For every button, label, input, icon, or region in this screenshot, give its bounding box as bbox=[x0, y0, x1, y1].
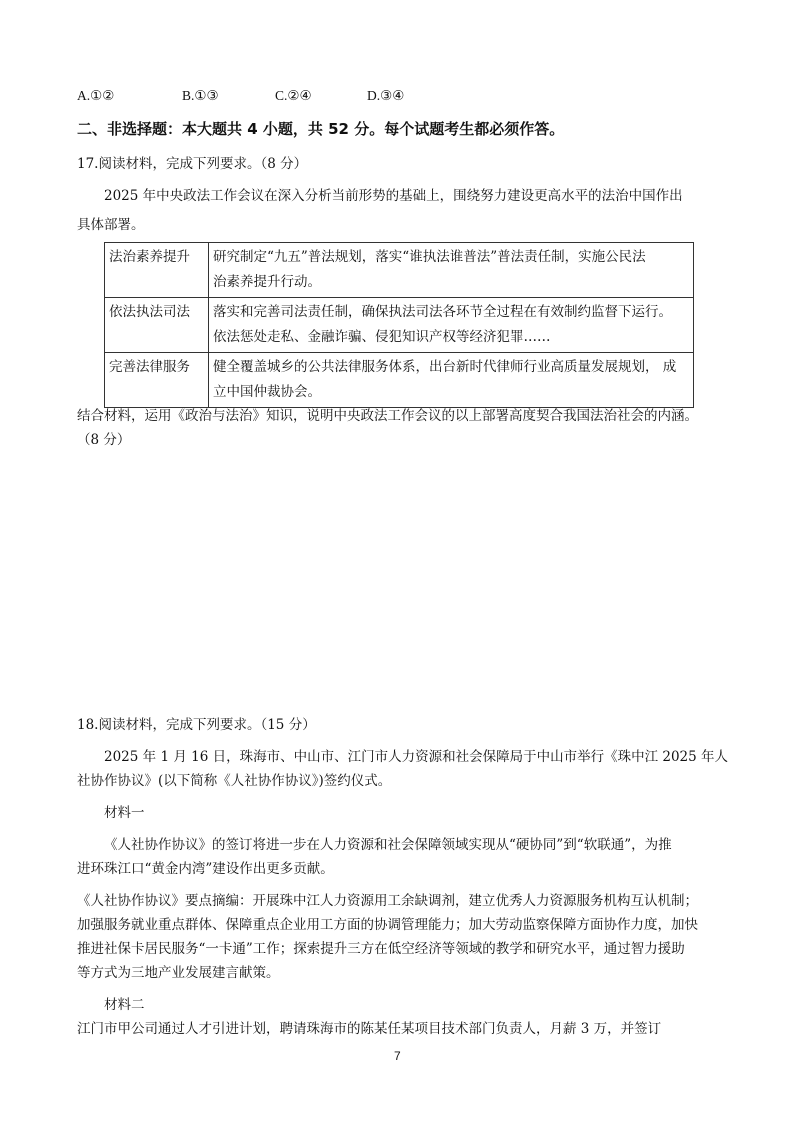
material1-label: 材料一 bbox=[104, 805, 145, 821]
option-b: B.①③ bbox=[182, 88, 219, 103]
q17-question-line2: （8 分） bbox=[77, 432, 131, 448]
q18-intro-line2: 社协作协议》(以下简称《人社协作协议》)签约仪式。 bbox=[77, 773, 392, 789]
table-key: 法治素养提升 bbox=[105, 243, 209, 298]
table-key: 完善法律服务 bbox=[105, 353, 209, 408]
material1-p2-line4: 等方式为三地产业发展建言献策。 bbox=[77, 965, 280, 981]
table-value-line: 依法惩处走私、金融诈骗、侵犯知识产权等经济犯罪…… bbox=[213, 329, 551, 345]
table-value-line: 治素养提升行动。 bbox=[213, 274, 321, 290]
table-row bbox=[105, 353, 694, 408]
material1-p2-line3: 推进社保卡居民服务“一卡通”工作；探索提升三方在低空经济等领域的教学和研究水平，通过智力援助 bbox=[77, 941, 685, 957]
page-number: 7 bbox=[394, 1049, 401, 1063]
material2-line1: 江门市甲公司通过人才引进计划，聘请珠海市的陈某任某项目技术部门负责人，月薪 3 万，并签订 bbox=[77, 1021, 662, 1037]
table-value-line: 健全覆盖城乡的公共法律服务体系，出台新时代律师行业高质量发展规划， 成 bbox=[213, 359, 677, 375]
q17-heading: 17.阅读材料，完成下列要求。（8 分） bbox=[77, 156, 308, 172]
section-title: 二、非选择题：本大题共 4 小题，共 52 分。每个试题考生都必须作答。 bbox=[77, 120, 565, 138]
option-d: D.③④ bbox=[367, 88, 405, 103]
table-value-line: 立中国仲裁协会。 bbox=[213, 384, 321, 400]
material1-p2-line1: 《人社协作协议》要点摘编：开展珠中江人力资源用工余缺调剂，建立优秀人力资源服务机构互认机制； bbox=[77, 893, 698, 909]
option-a: A.①② bbox=[77, 88, 115, 103]
table-value bbox=[209, 298, 694, 353]
q17-intro-line2: 具体部署。 bbox=[77, 217, 145, 233]
table-value bbox=[209, 353, 694, 408]
material2-label: 材料二 bbox=[104, 997, 145, 1013]
option-c: C.②④ bbox=[275, 88, 312, 103]
table-value-line: 落实和完善司法责任制，确保执法司法各环节全过程在有效制约监督下运行。 bbox=[213, 304, 672, 320]
material1-p1-line2: 进环珠江口“黄金内湾”建设作出更多贡献。 bbox=[77, 861, 334, 877]
table-row bbox=[105, 243, 694, 298]
q18-intro-line1: 2025 年 1 月 16 日，珠海市、中山市、江门市人力资源和社会保障局于中山市举行《珠中江 2025 年人 bbox=[104, 749, 729, 765]
material1-p2-line2: 加强服务就业重点群体、保障重点企业用工方面的协调管理能力；加大劳动监察保障方面协作力度，加快 bbox=[77, 917, 698, 933]
material1-p1-line1: 《人社协作协议》的签订将进一步在人力资源和社会保障领域实现从“硬协同”到“软联通”，为推 bbox=[104, 837, 672, 853]
table-value-line: 研究制定“九五”普法规划，落实“谁执法谁普法”普法责任制，实施公民法 bbox=[213, 249, 646, 265]
table-key: 依法执法司法 bbox=[105, 298, 209, 353]
q17-table bbox=[104, 242, 694, 408]
q18-heading: 18.阅读材料，完成下列要求。（15 分） bbox=[77, 717, 316, 733]
q17-intro-line1: 2025 年中央政法工作会议在深入分析当前形势的基础上，围绕努力建设更高水平的法治中国作出 bbox=[104, 188, 683, 204]
table-row bbox=[105, 298, 694, 353]
table-value bbox=[209, 243, 694, 298]
q17-question-line1: 结合材料，运用《政治与法治》知识，说明中央政法工作会议的以上部署高度契合我国法治社会的内涵。 bbox=[77, 408, 698, 424]
